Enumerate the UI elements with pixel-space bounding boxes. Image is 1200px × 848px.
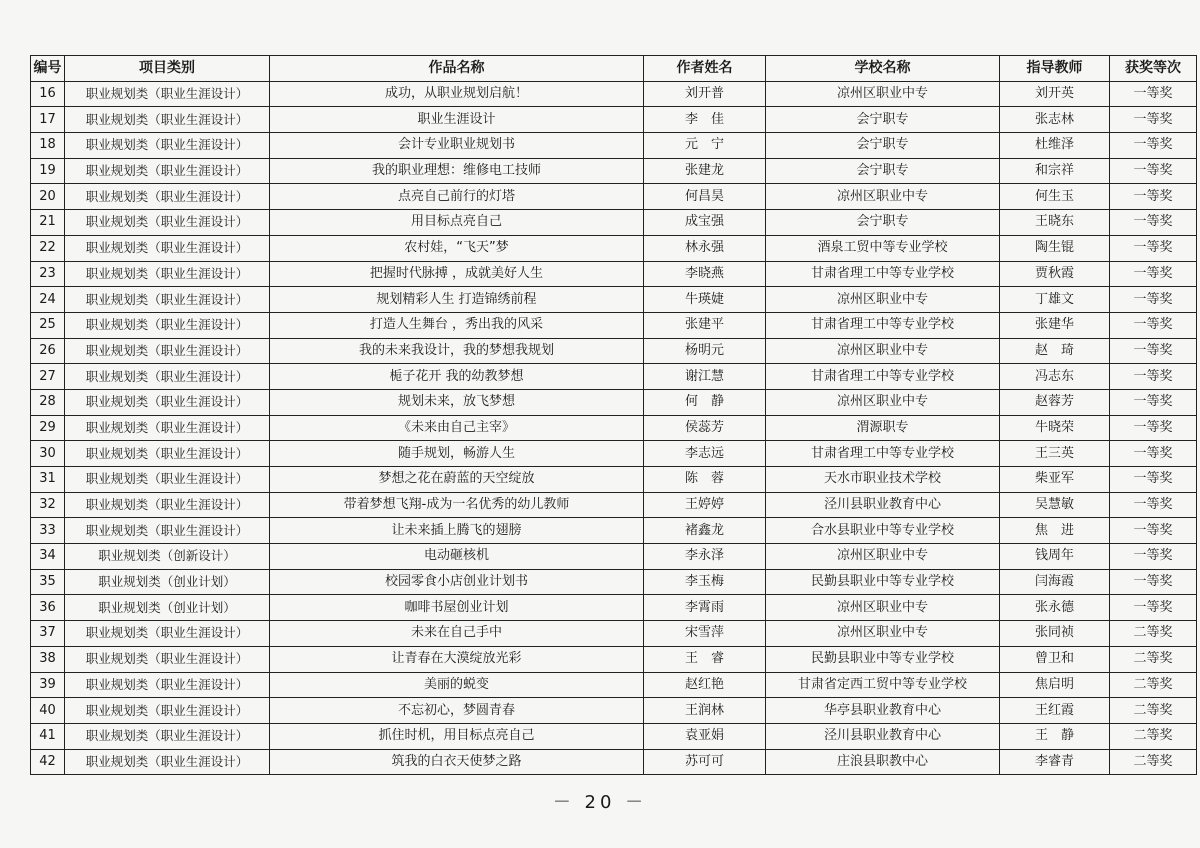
cell-teacher: 王晓东 <box>1000 210 1110 236</box>
table-row <box>31 621 1197 647</box>
cell-award: 一等奖 <box>1110 210 1197 236</box>
cell-work-title: 咖啡书屋创业计划 <box>270 595 644 621</box>
cell-category: 职业规划类（职业生涯设计） <box>65 441 270 467</box>
header-work-title: 作品名称 <box>270 56 644 82</box>
cell-author: 杨明元 <box>644 338 766 364</box>
cell-teacher: 陶生锟 <box>1000 235 1110 261</box>
cell-award: 一等奖 <box>1110 107 1197 133</box>
cell-category: 职业规划类（职业生涯设计） <box>65 338 270 364</box>
cell-work-title: 美丽的蜕变 <box>270 672 644 698</box>
cell-work-title: 抓住时机，用目标点亮自己 <box>270 723 644 749</box>
cell-number: 28 <box>31 389 65 415</box>
cell-school: 凉州区职业中专 <box>766 287 1000 313</box>
cell-author: 苏可可 <box>644 749 766 775</box>
table-row <box>31 235 1197 261</box>
cell-number: 37 <box>31 621 65 647</box>
cell-category: 职业规划类（职业生涯设计） <box>65 749 270 775</box>
cell-number: 23 <box>31 261 65 287</box>
cell-teacher: 闫海霞 <box>1000 569 1110 595</box>
cell-teacher: 牛晓荣 <box>1000 415 1110 441</box>
table-row <box>31 107 1197 133</box>
cell-teacher: 李睿青 <box>1000 749 1110 775</box>
table-header-row <box>31 56 1197 82</box>
cell-work-title: 打造人生舞台 ，秀出我的风采 <box>270 312 644 338</box>
cell-author: 牛瑛婕 <box>644 287 766 313</box>
cell-author: 李志远 <box>644 441 766 467</box>
cell-number: 41 <box>31 723 65 749</box>
cell-author: 谢江慧 <box>644 364 766 390</box>
cell-teacher: 冯志东 <box>1000 364 1110 390</box>
table-row <box>31 389 1197 415</box>
cell-author: 李 佳 <box>644 107 766 133</box>
cell-teacher: 吴慧敏 <box>1000 492 1110 518</box>
table-row <box>31 467 1197 493</box>
cell-number: 24 <box>31 287 65 313</box>
cell-category: 职业规划类（职业生涯设计） <box>65 133 270 159</box>
cell-number: 17 <box>31 107 65 133</box>
cell-category: 职业规划类（职业生涯设计） <box>65 261 270 287</box>
cell-author: 李玉梅 <box>644 569 766 595</box>
cell-work-title: 梦想之花在蔚蓝的天空绽放 <box>270 467 644 493</box>
cell-work-title: 栀子花开 我的幼教梦想 <box>270 364 644 390</box>
cell-category: 职业规划类（创新设计） <box>65 544 270 570</box>
cell-award: 一等奖 <box>1110 518 1197 544</box>
cell-award: 二等奖 <box>1110 646 1197 672</box>
cell-author: 王婷婷 <box>644 492 766 518</box>
cell-author: 王 睿 <box>644 646 766 672</box>
cell-category: 职业规划类（职业生涯设计） <box>65 210 270 236</box>
cell-teacher: 赵蓉芳 <box>1000 389 1110 415</box>
table-row <box>31 133 1197 159</box>
cell-school: 甘肃省理工中等专业学校 <box>766 364 1000 390</box>
cell-school: 庄浪县职教中心 <box>766 749 1000 775</box>
cell-school: 会宁职专 <box>766 133 1000 159</box>
cell-award: 二等奖 <box>1110 672 1197 698</box>
table-row <box>31 544 1197 570</box>
cell-school: 甘肃省理工中等专业学校 <box>766 312 1000 338</box>
cell-author: 侯蕊芳 <box>644 415 766 441</box>
cell-school: 酒泉工贸中等专业学校 <box>766 235 1000 261</box>
cell-award: 一等奖 <box>1110 544 1197 570</box>
cell-award: 二等奖 <box>1110 723 1197 749</box>
cell-number: 42 <box>31 749 65 775</box>
cell-category: 职业规划类（职业生涯设计） <box>65 312 270 338</box>
cell-school: 凉州区职业中专 <box>766 81 1000 107</box>
cell-school: 凉州区职业中专 <box>766 338 1000 364</box>
cell-teacher: 刘开英 <box>1000 81 1110 107</box>
cell-award: 一等奖 <box>1110 312 1197 338</box>
cell-category: 职业规划类（职业生涯设计） <box>65 389 270 415</box>
cell-work-title: 带着梦想飞翔-成为一名优秀的幼儿教师 <box>270 492 644 518</box>
cell-author: 宋雪萍 <box>644 621 766 647</box>
cell-school: 凉州区职业中专 <box>766 389 1000 415</box>
cell-author: 陈 蓉 <box>644 467 766 493</box>
header-award: 获奖等次 <box>1110 56 1197 82</box>
cell-school: 会宁职专 <box>766 107 1000 133</box>
cell-number: 22 <box>31 235 65 261</box>
table-row <box>31 210 1197 236</box>
table-row <box>31 415 1197 441</box>
cell-teacher: 何生玉 <box>1000 184 1110 210</box>
cell-award: 一等奖 <box>1110 235 1197 261</box>
cell-author: 褚鑫龙 <box>644 518 766 544</box>
table-row <box>31 158 1197 184</box>
cell-school: 凉州区职业中专 <box>766 184 1000 210</box>
cell-work-title: 我的职业理想：维修电工技师 <box>270 158 644 184</box>
cell-author: 张建龙 <box>644 158 766 184</box>
cell-author: 李霄雨 <box>644 595 766 621</box>
cell-work-title: 让未来插上腾飞的翅膀 <box>270 518 644 544</box>
cell-award: 一等奖 <box>1110 569 1197 595</box>
cell-number: 32 <box>31 492 65 518</box>
cell-number: 26 <box>31 338 65 364</box>
table-row <box>31 261 1197 287</box>
cell-teacher: 赵 琦 <box>1000 338 1110 364</box>
cell-number: 20 <box>31 184 65 210</box>
cell-school: 会宁职专 <box>766 210 1000 236</box>
cell-teacher: 和宗祥 <box>1000 158 1110 184</box>
cell-work-title: 农村娃，“飞天”梦 <box>270 235 644 261</box>
cell-work-title: 规划未来，放飞梦想 <box>270 389 644 415</box>
cell-school: 甘肃省理工中等专业学校 <box>766 261 1000 287</box>
cell-award: 一等奖 <box>1110 389 1197 415</box>
cell-teacher: 张建华 <box>1000 312 1110 338</box>
cell-number: 30 <box>31 441 65 467</box>
cell-teacher: 钱周年 <box>1000 544 1110 570</box>
cell-teacher: 焦启明 <box>1000 672 1110 698</box>
table-row <box>31 492 1197 518</box>
cell-award: 二等奖 <box>1110 749 1197 775</box>
cell-work-title: 电动砸核机 <box>270 544 644 570</box>
header-number: 编号 <box>31 56 65 82</box>
cell-category: 职业规划类（职业生涯设计） <box>65 287 270 313</box>
cell-teacher: 张同祯 <box>1000 621 1110 647</box>
header-category: 项目类别 <box>65 56 270 82</box>
cell-award: 一等奖 <box>1110 81 1197 107</box>
header-author: 作者姓名 <box>644 56 766 82</box>
table-row <box>31 672 1197 698</box>
table-row <box>31 698 1197 724</box>
cell-award: 一等奖 <box>1110 184 1197 210</box>
cell-category: 职业规划类（职业生涯设计） <box>65 184 270 210</box>
cell-award: 一等奖 <box>1110 415 1197 441</box>
cell-category: 职业规划类（职业生涯设计） <box>65 364 270 390</box>
cell-award: 一等奖 <box>1110 133 1197 159</box>
cell-award: 二等奖 <box>1110 698 1197 724</box>
cell-school: 合水县职业中等专业学校 <box>766 518 1000 544</box>
cell-author: 李永泽 <box>644 544 766 570</box>
cell-work-title: 职业生涯设计 <box>270 107 644 133</box>
cell-author: 张建平 <box>644 312 766 338</box>
cell-award: 一等奖 <box>1110 492 1197 518</box>
cell-teacher: 曾卫和 <box>1000 646 1110 672</box>
cell-number: 35 <box>31 569 65 595</box>
cell-teacher: 王三英 <box>1000 441 1110 467</box>
cell-school: 凉州区职业中专 <box>766 544 1000 570</box>
cell-teacher: 王 静 <box>1000 723 1110 749</box>
cell-work-title: 校园零食小店创业计划书 <box>270 569 644 595</box>
cell-category: 职业规划类（职业生涯设计） <box>65 158 270 184</box>
cell-school: 凉州区职业中专 <box>766 621 1000 647</box>
page-number: － 20 － <box>552 792 648 813</box>
cell-teacher: 贾秋霞 <box>1000 261 1110 287</box>
cell-number: 33 <box>31 518 65 544</box>
table-row <box>31 364 1197 390</box>
cell-teacher: 张永德 <box>1000 595 1110 621</box>
cell-work-title: 《未来由自己主宰》 <box>270 415 644 441</box>
cell-category: 职业规划类（创业计划） <box>65 595 270 621</box>
cell-category: 职业规划类（职业生涯设计） <box>65 672 270 698</box>
cell-teacher: 焦 进 <box>1000 518 1110 544</box>
cell-author: 何 静 <box>644 389 766 415</box>
cell-number: 38 <box>31 646 65 672</box>
table-row <box>31 81 1197 107</box>
cell-category: 职业规划类（职业生涯设计） <box>65 698 270 724</box>
cell-number: 29 <box>31 415 65 441</box>
table-row <box>31 312 1197 338</box>
table-row <box>31 518 1197 544</box>
cell-category: 职业规划类（职业生涯设计） <box>65 723 270 749</box>
cell-number: 18 <box>31 133 65 159</box>
cell-teacher: 王红霞 <box>1000 698 1110 724</box>
cell-author: 成宝强 <box>644 210 766 236</box>
cell-author: 赵红艳 <box>644 672 766 698</box>
cell-work-title: 成功，从职业规划启航！ <box>270 81 644 107</box>
cell-work-title: 用目标点亮自己 <box>270 210 644 236</box>
table-row <box>31 287 1197 313</box>
awards-table <box>30 55 1197 775</box>
table-row <box>31 441 1197 467</box>
cell-award: 二等奖 <box>1110 621 1197 647</box>
cell-school: 泾川县职业教育中心 <box>766 723 1000 749</box>
cell-category: 职业规划类（职业生涯设计） <box>65 81 270 107</box>
cell-award: 一等奖 <box>1110 441 1197 467</box>
table-row <box>31 749 1197 775</box>
cell-teacher: 杜维泽 <box>1000 133 1110 159</box>
cell-number: 34 <box>31 544 65 570</box>
cell-school: 民勤县职业中等专业学校 <box>766 569 1000 595</box>
cell-work-title: 筑我的白衣天使梦之路 <box>270 749 644 775</box>
cell-award: 一等奖 <box>1110 261 1197 287</box>
cell-work-title: 随手规划，畅游人生 <box>270 441 644 467</box>
cell-work-title: 把握时代脉搏 ，成就美好人生 <box>270 261 644 287</box>
cell-work-title: 点亮自己前行的灯塔 <box>270 184 644 210</box>
table-row <box>31 723 1197 749</box>
cell-award: 一等奖 <box>1110 364 1197 390</box>
cell-author: 李晓燕 <box>644 261 766 287</box>
table-row <box>31 646 1197 672</box>
cell-category: 职业规划类（职业生涯设计） <box>65 492 270 518</box>
cell-number: 16 <box>31 81 65 107</box>
cell-author: 何昌昊 <box>644 184 766 210</box>
cell-category: 职业规划类（创业计划） <box>65 569 270 595</box>
table-row <box>31 569 1197 595</box>
cell-award: 一等奖 <box>1110 158 1197 184</box>
cell-school: 会宁职专 <box>766 158 1000 184</box>
cell-author: 王润林 <box>644 698 766 724</box>
table-row <box>31 595 1197 621</box>
cell-teacher: 张志林 <box>1000 107 1110 133</box>
cell-category: 职业规划类（职业生涯设计） <box>65 415 270 441</box>
cell-category: 职业规划类（职业生涯设计） <box>65 518 270 544</box>
cell-category: 职业规划类（职业生涯设计） <box>65 107 270 133</box>
table-row <box>31 184 1197 210</box>
cell-school: 民勤县职业中等专业学校 <box>766 646 1000 672</box>
cell-school: 甘肃省定西工贸中等专业学校 <box>766 672 1000 698</box>
cell-award: 一等奖 <box>1110 467 1197 493</box>
cell-award: 一等奖 <box>1110 595 1197 621</box>
cell-work-title: 会计专业职业规划书 <box>270 133 644 159</box>
cell-category: 职业规划类（职业生涯设计） <box>65 646 270 672</box>
cell-school: 泾川县职业教育中心 <box>766 492 1000 518</box>
cell-work-title: 未来在自己手中 <box>270 621 644 647</box>
cell-number: 31 <box>31 467 65 493</box>
cell-teacher: 柴亚军 <box>1000 467 1110 493</box>
cell-author: 林永强 <box>644 235 766 261</box>
cell-number: 25 <box>31 312 65 338</box>
cell-number: 36 <box>31 595 65 621</box>
header-school: 学校名称 <box>766 56 1000 82</box>
cell-school: 天水市职业技术学校 <box>766 467 1000 493</box>
cell-school: 甘肃省理工中等专业学校 <box>766 441 1000 467</box>
cell-school: 渭源职专 <box>766 415 1000 441</box>
cell-number: 19 <box>31 158 65 184</box>
cell-number: 21 <box>31 210 65 236</box>
table-row <box>31 338 1197 364</box>
cell-teacher: 丁雄文 <box>1000 287 1110 313</box>
cell-number: 40 <box>31 698 65 724</box>
cell-school: 凉州区职业中专 <box>766 595 1000 621</box>
cell-author: 刘开普 <box>644 81 766 107</box>
header-teacher: 指导教师 <box>1000 56 1110 82</box>
cell-number: 27 <box>31 364 65 390</box>
cell-category: 职业规划类（职业生涯设计） <box>65 235 270 261</box>
cell-category: 职业规划类（职业生涯设计） <box>65 467 270 493</box>
cell-work-title: 让青春在大漠绽放光彩 <box>270 646 644 672</box>
cell-author: 袁亚娟 <box>644 723 766 749</box>
cell-award: 一等奖 <box>1110 287 1197 313</box>
cell-work-title: 规划精彩人生 打造锦绣前程 <box>270 287 644 313</box>
cell-school: 华亭县职业教育中心 <box>766 698 1000 724</box>
cell-number: 39 <box>31 672 65 698</box>
cell-work-title: 我的未来我设计，我的梦想我规划 <box>270 338 644 364</box>
cell-author: 元 宁 <box>644 133 766 159</box>
cell-award: 一等奖 <box>1110 338 1197 364</box>
cell-category: 职业规划类（职业生涯设计） <box>65 621 270 647</box>
cell-work-title: 不忘初心，梦圆青春 <box>270 698 644 724</box>
